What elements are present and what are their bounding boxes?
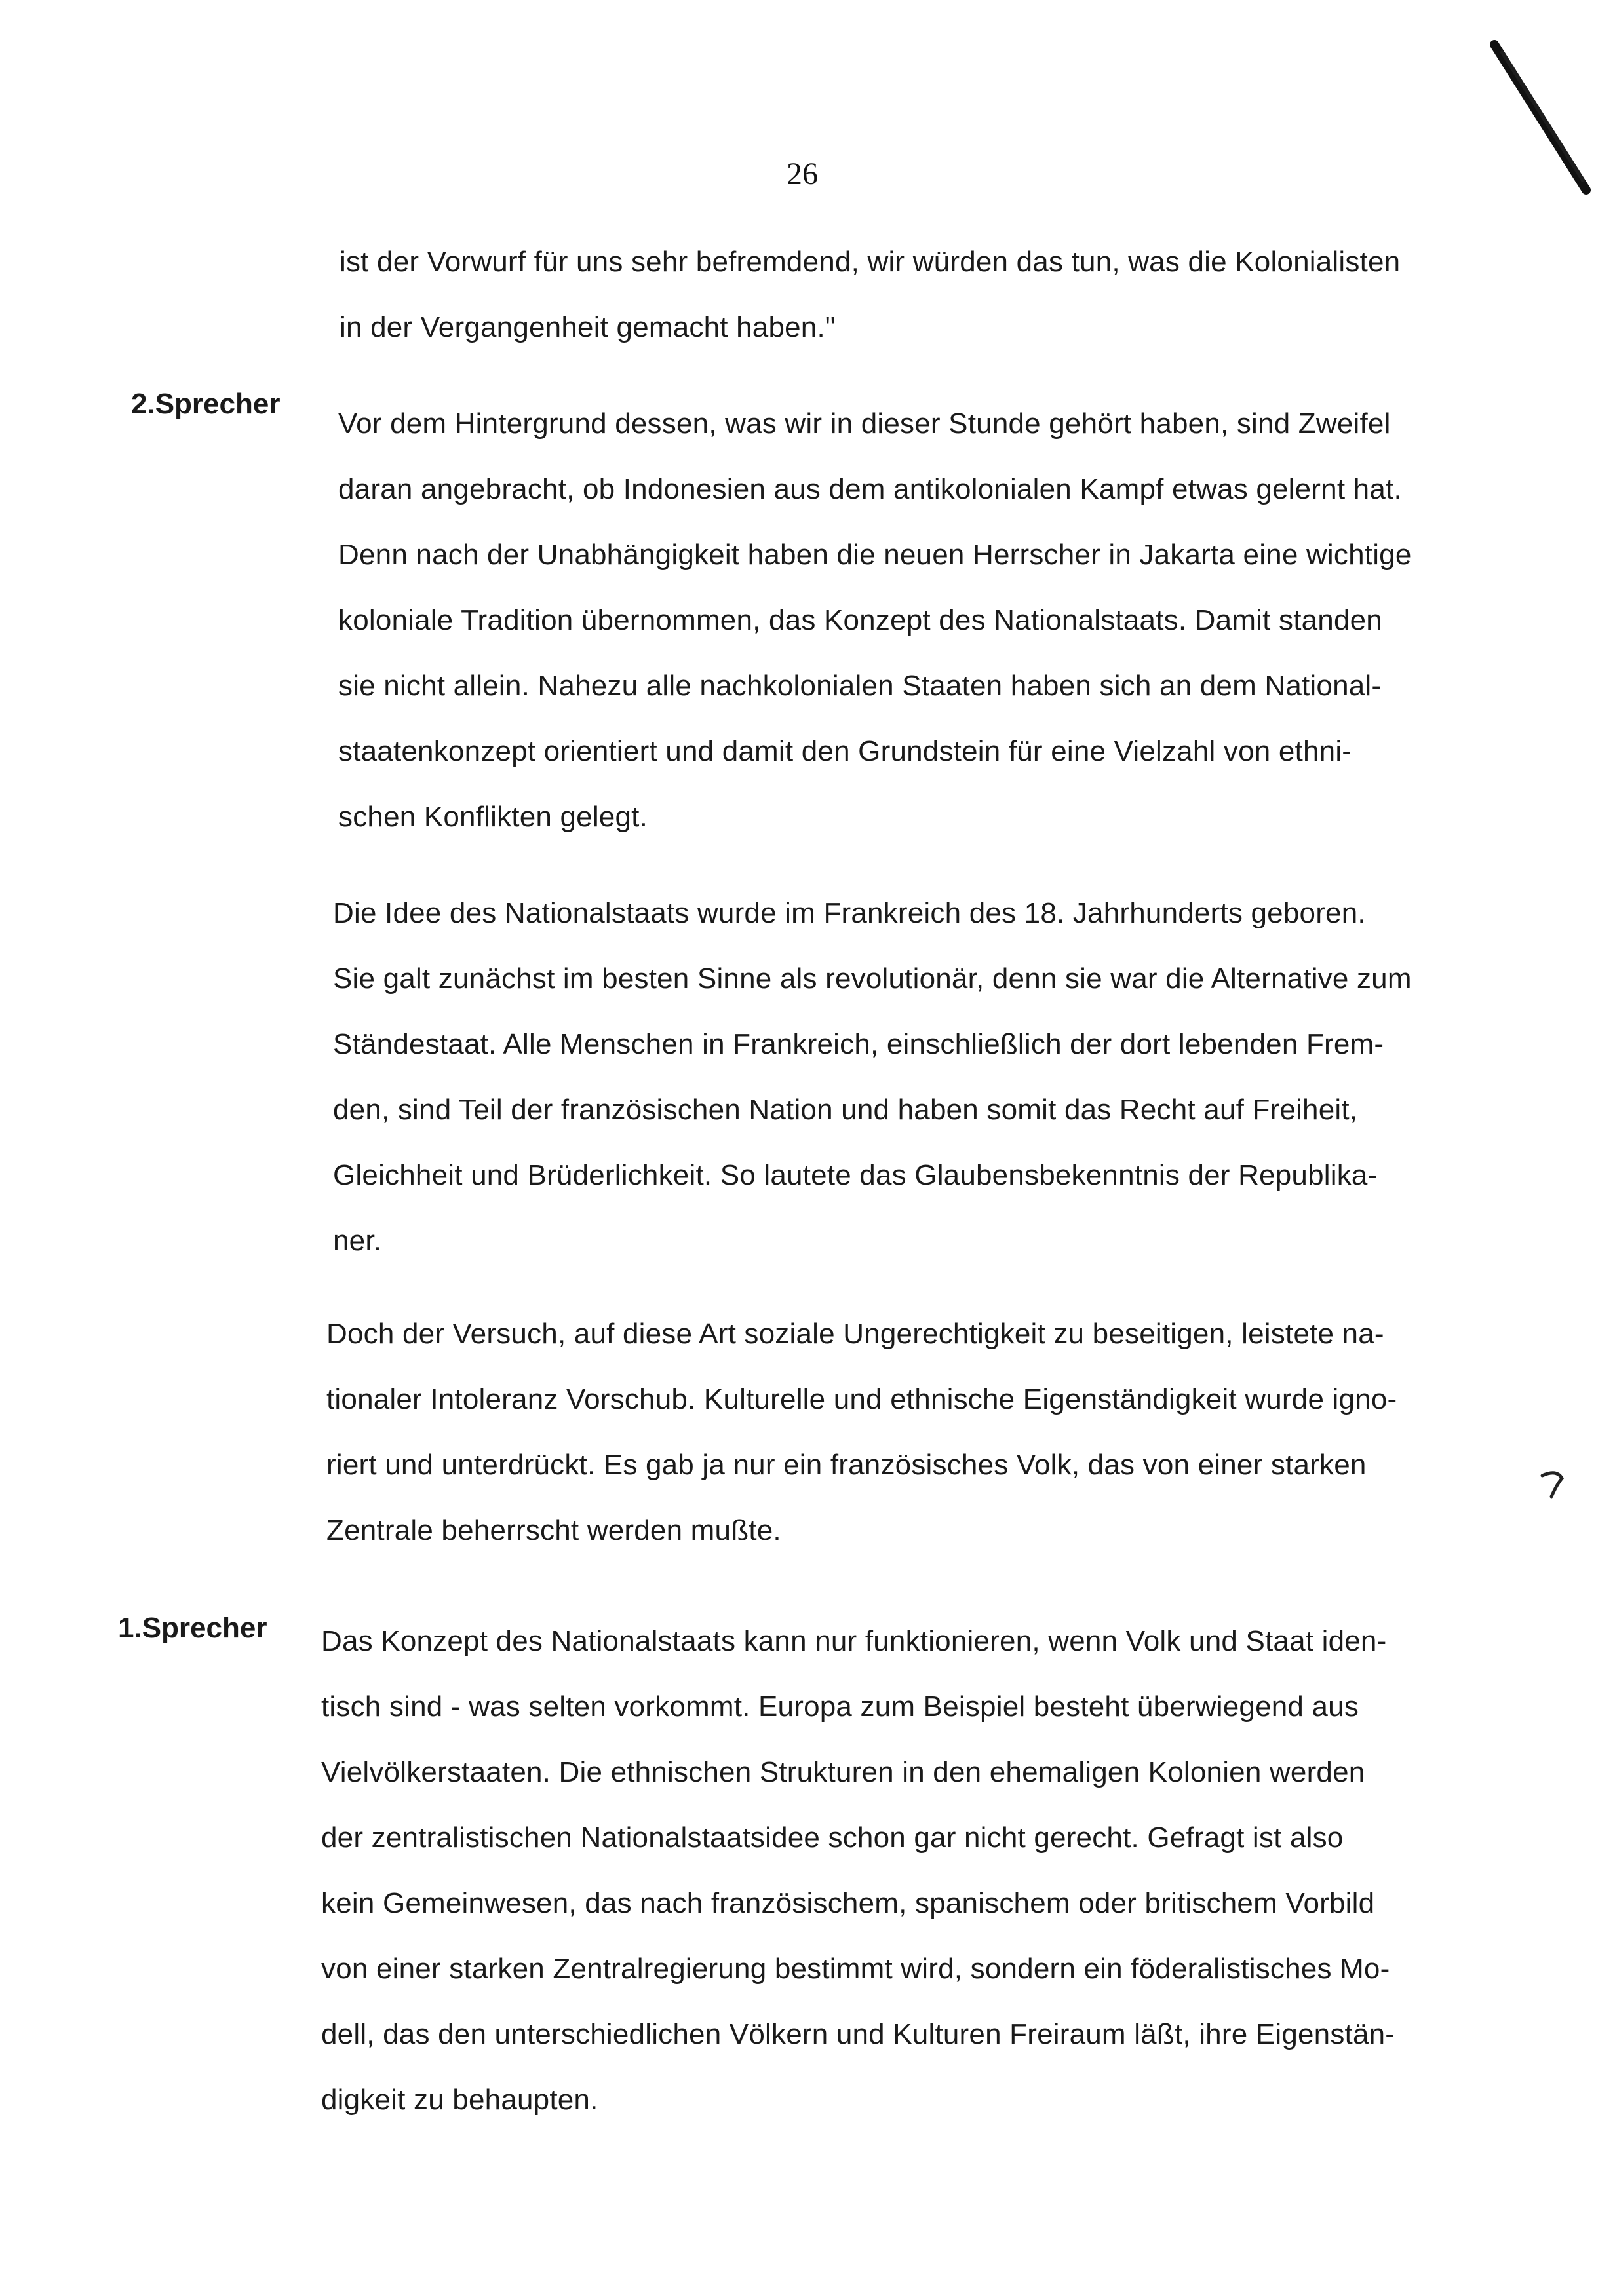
text-line: kein Gemeinwesen, das nach französischem, spanischem oder britischem Vorbild xyxy=(321,1887,1375,1919)
text-line: tionaler Intoleranz Vorschub. Kulturelle und ethnische Eigenständigkeit wurde igno- xyxy=(326,1383,1397,1415)
text-line: ist der Vorwurf für uns sehr befremdend, wir würden das tun, was die Kolonialisten xyxy=(340,246,1401,278)
text-line: Vor dem Hintergrund dessen, was wir in dieser Stunde gehört haben, sind Zweifel xyxy=(338,408,1391,440)
scan-mark xyxy=(1488,39,1593,203)
paragraph-versuch xyxy=(326,1301,1397,1563)
text-line: schen Konflikten gelegt. xyxy=(338,801,648,833)
text-line: Gleichheit und Brüderlichkeit. So lautete das Glaubensbekenntnis der Republika- xyxy=(333,1159,1378,1191)
paragraph-speaker-1 xyxy=(321,1609,1395,2133)
paragraph-nationalstaat xyxy=(333,881,1412,1274)
text-line: sie nicht allein. Nahezu alle nachkolonialen Staaten haben sich an dem National- xyxy=(338,670,1382,702)
page-number: 26 xyxy=(787,157,818,191)
text-line: Die Idee des Nationalstaats wurde im Frankreich des 18. Jahrhunderts geboren. xyxy=(333,897,1366,929)
speaker-label: 1.Sprecher xyxy=(118,1612,267,1644)
paragraph-speaker-2 xyxy=(338,391,1412,850)
text-line: den, sind Teil der französischen Nation und haben somit das Recht auf Freiheit, xyxy=(333,1094,1358,1126)
text-line: daran angebracht, ob Indonesien aus dem antikolonialen Kampf etwas gelernt hat. xyxy=(338,473,1402,505)
speaker-label: 2.Sprecher xyxy=(131,388,281,420)
paragraph-continuation xyxy=(340,229,1400,360)
text-line: der zentralistischen Nationalstaatsidee schon gar nicht gerecht. Gefragt ist also xyxy=(321,1822,1344,1854)
text-line: staatenkonzept orientiert und damit den Grundstein für eine Vielzahl von ethni- xyxy=(338,735,1352,767)
text-line: dell, das den unterschiedlichen Völkern und Kulturen Freiraum läßt, ihre Eigenstän- xyxy=(321,2018,1395,2050)
text-line: Vielvölkerstaaten. Die ethnischen Strukturen in den ehemaligen Kolonien werden xyxy=(321,1756,1365,1788)
text-line: Zentrale beherrscht werden mußte. xyxy=(326,1514,781,1546)
text-line: Ständestaat. Alle Menschen in Frankreich, einschließlich der dort lebenden Frem- xyxy=(333,1028,1384,1060)
text-line: tisch sind - was selten vorkommt. Europa zum Beispiel besteht überwiegend aus xyxy=(321,1691,1359,1723)
text-line: Doch der Versuch, auf diese Art soziale Ungerechtigkeit zu beseitigen, leistete na- xyxy=(326,1318,1384,1350)
text-line: in der Vergangenheit gemacht haben." xyxy=(340,311,836,343)
stray-mark xyxy=(1537,1468,1570,1501)
text-line: Denn nach der Unabhängigkeit haben die neuen Herrscher in Jakarta eine wichtige xyxy=(338,539,1412,571)
text-line: Sie galt zunächst im besten Sinne als revolutionär, denn sie war die Alternative zum xyxy=(333,963,1412,995)
text-line: ner. xyxy=(333,1225,382,1257)
text-line: Das Konzept des Nationalstaats kann nur funktionieren, wenn Volk und Staat iden- xyxy=(321,1625,1387,1657)
text-line: von einer starken Zentralregierung bestimmt wird, sondern ein föderalistisches Mo- xyxy=(321,1953,1390,1985)
text-line: digkeit zu behaupten. xyxy=(321,2084,598,2116)
text-line: riert und unterdrückt. Es gab ja nur ein französisches Volk, das von einer starken xyxy=(326,1449,1367,1481)
text-line: koloniale Tradition übernommen, das Konzept des Nationalstaats. Damit standen xyxy=(338,604,1382,636)
